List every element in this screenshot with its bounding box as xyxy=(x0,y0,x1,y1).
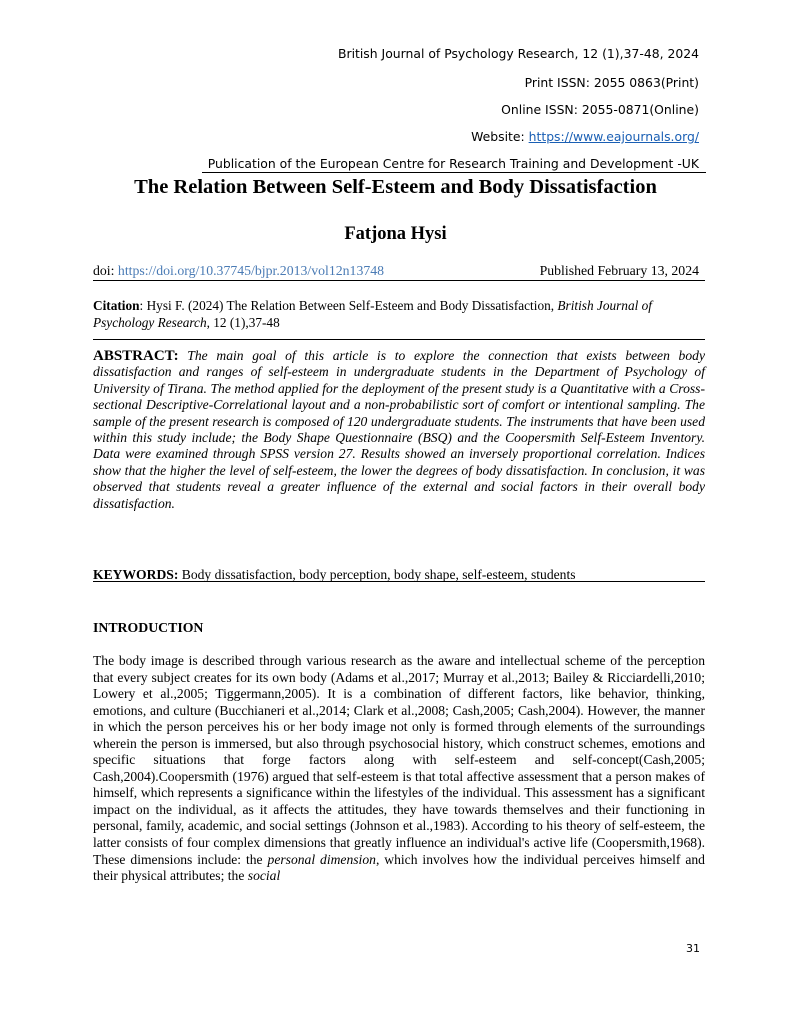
intro-text-start: The body image is described through various research as the aware and intellectual scheme of the perception that every subject creates for its own body (Adams et al.,2017; Murray et al.,2013; Bailey & Ricciardelli,2010; Lowery et al.,2005; Tiggermann,2005). It is a combination of different factors, like behavior, thinking, emotions, and culture (Bucchianeri et al.,2014; Clark et al.,2008; Cash,2005; Cash,2004). However, the manner in which the person perceives his or her body image not only is formed through elements of the surroundings wherein the person is immersed, but also through psychosocial history, which construct schemes, emotions and specific situations that forge factors along with self-esteem and self-concept(Cash,2005; Cash,2004).Coopersmith (1976) argued that self-esteem is that total affective assessment that a person makes of himself, which represents a significance within the lifestyles of the individual. This assessment has a significant impact on the individual, as it affects the attitudes, they have towards themselves and their functioning in personal, family, academic, and social settings (Johnson et al.,1983). According to his theory of self-esteem, the latter consists of four complex dimensions that greatly influence an individual's active life (Coopersmith,1968). These dimensions include: the xyxy=(93,653,705,867)
doi-line xyxy=(93,262,699,279)
print-issn: Print ISSN: 2055 0863(Print) xyxy=(524,75,699,90)
website-line xyxy=(471,129,699,144)
abstract-text: The main goal of this article is to explore the connection that exists between body dissatisfaction and ranges of self-esteem in undergraduate students in the Department of Psychology of University of Tirana. The method applied for the deployment of the present study is a Quantitative with a Cross-sectional Descriptive-Correlational layout and a non-probabilistic sort of comfort or intentional sampling. The sample of the present research is composed of 120 undergraduate students. The instruments that have been used within this study include; the Body Shape Questionnaire (BSQ) and the Coopersmith Self-Esteem Inventory. Data were examined through SPSS version 27. Results showed an inversely proportional correlation. Indices show that the higher the level of self-esteem, the lower the degrees of body dissatisfaction. In conclusion, it was observed that students reveal a greater influence of the external and social factors in their overall body dissatisfaction. xyxy=(93,348,705,511)
website-link[interactable]: https://www.eajournals.org/ xyxy=(528,129,699,144)
publisher-line: Publication of the European Centre for Research Training and Development -UK xyxy=(207,156,699,171)
doi-divider xyxy=(93,280,705,281)
abstract xyxy=(93,348,705,512)
citation-divider xyxy=(93,339,705,340)
intro-text-mid: , which involves how the individual perceives himself and their physical attributes; the xyxy=(93,851,705,884)
citation-text-after: , 12 (1),37-48 xyxy=(206,314,280,330)
article-author: Fatjona Hysi xyxy=(344,224,447,244)
introduction-paragraph xyxy=(93,653,705,885)
page-number: 31 xyxy=(686,942,700,955)
keywords-label: KEYWORDS: xyxy=(93,567,179,582)
header-divider xyxy=(202,172,706,173)
website-label: Website: xyxy=(471,129,529,144)
keywords-divider xyxy=(93,581,705,582)
published-date: Published February 13, 2024 xyxy=(539,263,699,278)
keywords-text: Body dissatisfaction, body perception, body shape, self-esteem, students xyxy=(178,567,576,582)
citation-label: Citation xyxy=(93,298,140,313)
citation-journal: British Journal of Psychology Research xyxy=(93,298,652,330)
doi-link[interactable]: https://doi.org/10.37745/bjpr.2013/vol12n13748 xyxy=(117,263,385,278)
citation-text-before: : Hysi F. (2024) The Relation Between Self-Esteem and Body Dissatisfaction, xyxy=(139,298,558,313)
article-title: The Relation Between Self-Esteem and Body Dissatisfaction xyxy=(134,176,657,198)
doi-label: doi: xyxy=(93,263,118,278)
intro-italic-personal: personal dimension xyxy=(267,851,376,867)
citation xyxy=(93,298,705,331)
intro-italic-social: social xyxy=(247,868,281,884)
online-issn: Online ISSN: 2055-0871(Online) xyxy=(501,102,699,117)
journal-line: British Journal of Psychology Research, 12 (1),37-48, 2024 xyxy=(337,46,699,61)
introduction-heading: INTRODUCTION xyxy=(93,620,204,635)
abstract-label: ABSTRACT: xyxy=(93,348,179,364)
